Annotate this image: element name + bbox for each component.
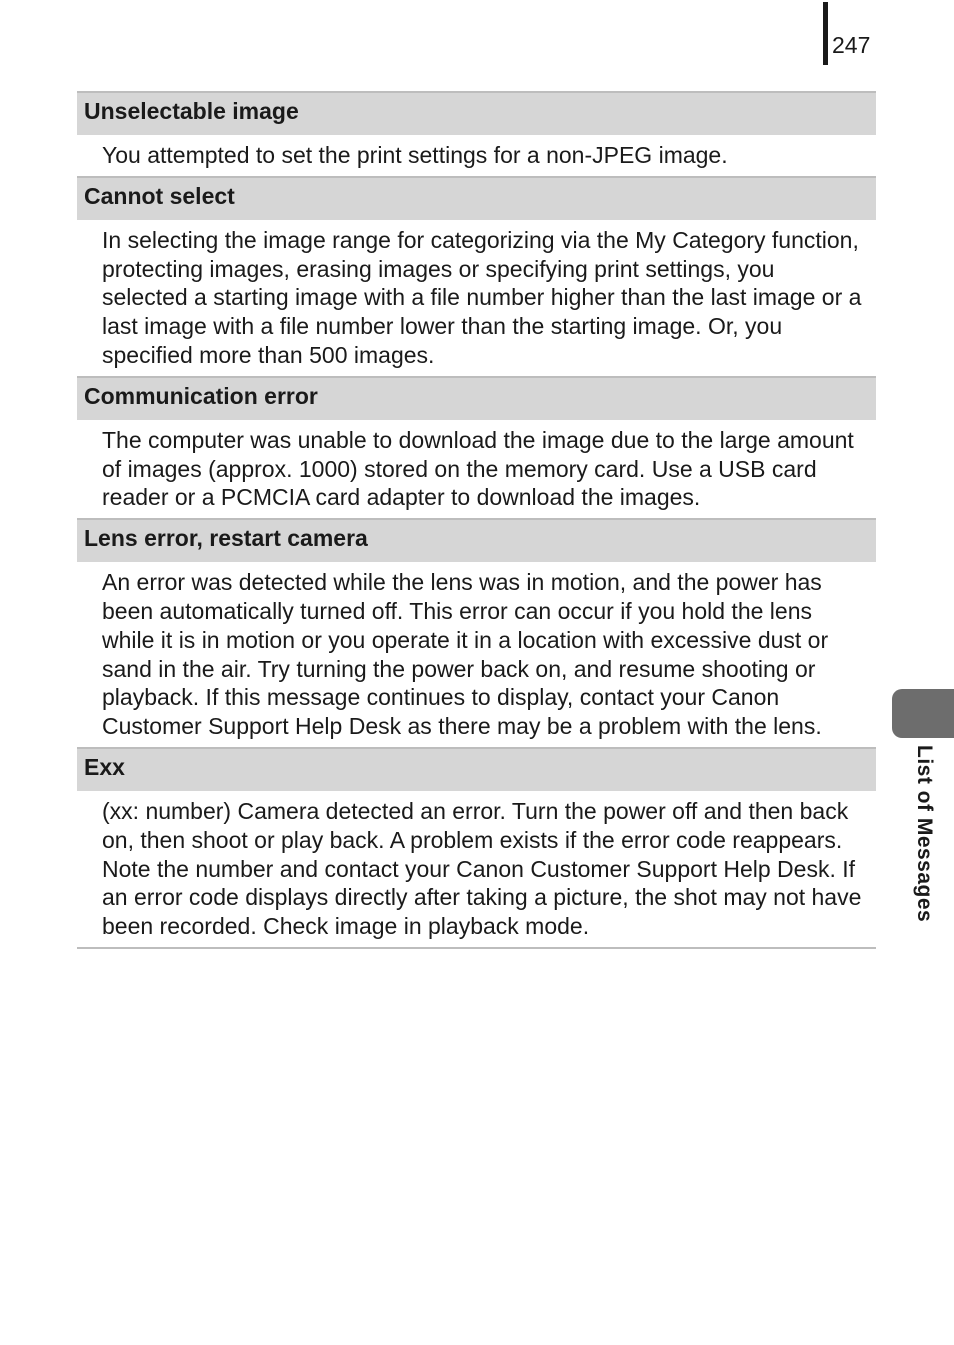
page-number-bar [823,2,828,65]
page-number: 247 [832,32,871,58]
message-title-lens-error: Lens error, restart camera [77,518,876,562]
message-description-lens-error: An error was detected while the lens was in motion, and the power has been automatically turned off. This error can occur if you hold the lens while it is in motion or you operate it in a location with excessive dust or sand in the air. Try turning the power back on, and resume shooting or playback. If this message continues to display, contact your Canon Customer Support Help Desk as there may be a problem with the lens. [102,569,829,740]
chapter-tab-label: List of Messages [913,745,936,923]
message-title-unselectable-image: Unselectable image [77,91,876,135]
message-table [77,91,876,949]
message-title-exx: Exx [77,747,876,791]
message-description-unselectable-image: You attempted to set the print settings for a non-JPEG image. [102,142,728,168]
message-description-cannot-select: In selecting the image range for categorizing via the My Category function, protecting images, erasing images or specifying print settings, you selected a starting image with a file number higher than the last image or a last image with a file number lower than the starting image. Or, you specified more than 500 images. [102,226,862,368]
message-title-communication-error: Communication error [77,376,876,420]
message-description-communication-error: The computer was unable to download the image due to the large amount of images (approx. 1000) stored on the memory card. Use a USB card reader or a PCMCIA card adapter to download the images. [102,426,854,511]
message-description-exx: (xx: number) Camera detected an error. Turn the power off and then back on, then shoot or play back. A problem exists if the error code reappears. Note the number and contact your Canon Customer Support Help Desk. If an error code displays directly after taking a picture, the shot may not have been recorded. Check image in playback mode. [102,797,862,940]
chapter-tab [892,689,954,738]
message-title-cannot-select: Cannot select [77,176,876,220]
